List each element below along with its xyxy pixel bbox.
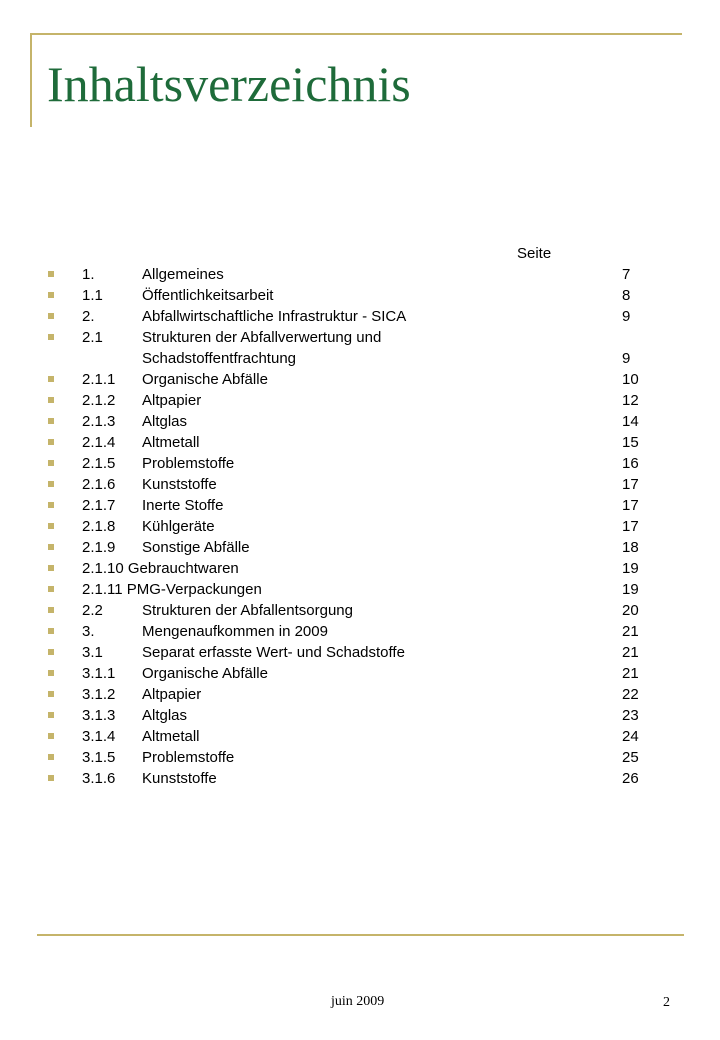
toc-label: Mengenaufkommen in 2009 (142, 623, 328, 640)
toc-page-number: 7 (622, 266, 631, 283)
toc-entry (0, 390, 720, 411)
toc-entry (0, 264, 720, 285)
toc-label: Inerte Stoffe (142, 497, 224, 514)
toc-label: Altglas (142, 413, 188, 430)
toc-page-number: 10 (622, 371, 639, 388)
toc-label: Altmetall (142, 434, 200, 451)
square-bullet-icon (48, 733, 54, 739)
toc-number: 2.1.7 (82, 497, 116, 514)
square-bullet-icon (48, 754, 54, 760)
toc-number: 2.1.2 (82, 392, 116, 409)
square-bullet-icon (48, 418, 54, 424)
square-bullet-icon (48, 334, 54, 340)
column-header-seite: Seite (517, 245, 552, 262)
frame-top-rule (30, 33, 682, 35)
toc-page-number: 19 (622, 581, 639, 598)
toc-entry (0, 537, 720, 558)
toc-page-number: 19 (622, 560, 639, 577)
toc-label: Kunststoffe (142, 476, 217, 493)
square-bullet-icon (48, 544, 54, 550)
toc-label: Altglas (142, 707, 188, 724)
toc-number: 2.1.8 (82, 518, 116, 535)
toc-entry (0, 768, 720, 789)
toc-page-number: 9 (622, 350, 631, 367)
toc-label: 2.1.10 Gebrauchtwaren (82, 560, 239, 577)
square-bullet-icon (48, 649, 54, 655)
toc-number: 3.1.3 (82, 707, 116, 724)
toc-entry (0, 348, 720, 369)
toc-number: 3.1.4 (82, 728, 116, 745)
toc-number: 2.1.9 (82, 539, 116, 556)
toc-page-number: 14 (622, 413, 639, 430)
toc-entry (0, 495, 720, 516)
toc-page-number: 17 (622, 497, 639, 514)
toc-page-number: 20 (622, 602, 639, 619)
toc-label: Problemstoffe (142, 455, 235, 472)
toc-page-number: 24 (622, 728, 639, 745)
toc-number: 3.1.6 (82, 770, 116, 787)
footer-rule (37, 934, 684, 936)
toc-label: Organische Abfälle (142, 371, 268, 388)
square-bullet-icon (48, 775, 54, 781)
square-bullet-icon (48, 376, 54, 382)
square-bullet-icon (48, 607, 54, 613)
toc-number: 3.1.2 (82, 686, 116, 703)
toc-page-number: 25 (622, 749, 639, 766)
toc-entry (0, 411, 720, 432)
square-bullet-icon (48, 670, 54, 676)
toc-entry (0, 642, 720, 663)
toc-label: Strukturen der Abfallverwertung und (142, 329, 382, 346)
toc-number: 2.1 (82, 329, 103, 346)
toc-label: Sonstige Abfälle (142, 539, 250, 556)
toc-entry (0, 432, 720, 453)
toc-number: 1.1 (82, 287, 103, 304)
toc-page-number: 16 (622, 455, 639, 472)
toc-number: 3. (82, 623, 95, 640)
square-bullet-icon (48, 439, 54, 445)
toc-label: Abfallwirtschaftliche Infrastruktur - SICA (142, 308, 407, 325)
toc-page-number: 15 (622, 434, 639, 451)
table-of-contents (0, 264, 720, 789)
toc-page-number: 9 (622, 308, 631, 325)
toc-entry (0, 600, 720, 621)
toc-entry (0, 306, 720, 327)
toc-number: 3.1.5 (82, 749, 116, 766)
toc-label: Problemstoffe (142, 749, 235, 766)
frame-left-rule (30, 33, 32, 127)
square-bullet-icon (48, 502, 54, 508)
toc-label: Allgemeines (142, 266, 224, 283)
toc-page-number: 12 (622, 392, 639, 409)
toc-page-number: 21 (622, 665, 639, 682)
square-bullet-icon (48, 523, 54, 529)
toc-entry (0, 474, 720, 495)
square-bullet-icon (48, 586, 54, 592)
toc-label: Kühlgeräte (142, 518, 215, 535)
square-bullet-icon (48, 712, 54, 718)
toc-entry (0, 726, 720, 747)
toc-page-number: 17 (622, 476, 639, 493)
toc-entry (0, 369, 720, 390)
toc-entry (0, 327, 720, 348)
toc-label: Altpapier (142, 686, 202, 703)
toc-page-number: 18 (622, 539, 639, 556)
toc-number: 3.1 (82, 644, 103, 661)
toc-page-number: 8 (622, 287, 631, 304)
toc-page-number: 22 (622, 686, 639, 703)
square-bullet-icon (48, 292, 54, 298)
toc-entry (0, 621, 720, 642)
footer-date: juin 2009 (331, 994, 385, 1009)
toc-label: Separat erfasste Wert- und Schadstoffe (142, 644, 405, 661)
toc-page-number: 21 (622, 623, 639, 640)
toc-label: Altpapier (142, 392, 202, 409)
toc-number: 3.1.1 (82, 665, 116, 682)
toc-entry (0, 747, 720, 768)
toc-number: 2.1.4 (82, 434, 116, 451)
toc-entry (0, 579, 720, 600)
page-title: Inhaltsverzeichnis (47, 56, 411, 112)
toc-page-number: 26 (622, 770, 639, 787)
toc-entry (0, 684, 720, 705)
toc-page-number: 17 (622, 518, 639, 535)
toc-entry (0, 705, 720, 726)
toc-number: 2.1.6 (82, 476, 116, 493)
toc-label: Kunststoffe (142, 770, 217, 787)
toc-number: 1. (82, 266, 95, 283)
toc-number: 2. (82, 308, 95, 325)
toc-number: 2.2 (82, 602, 103, 619)
toc-label: 2.1.11 PMG-Verpackungen (82, 581, 262, 598)
square-bullet-icon (48, 691, 54, 697)
toc-number: 2.1.3 (82, 413, 116, 430)
square-bullet-icon (48, 271, 54, 277)
toc-label: Organische Abfälle (142, 665, 268, 682)
toc-label: Strukturen der Abfallentsorgung (142, 602, 353, 619)
square-bullet-icon (48, 313, 54, 319)
page-number: 2 (663, 995, 670, 1010)
toc-entry (0, 516, 720, 537)
toc-entry (0, 663, 720, 684)
square-bullet-icon (48, 397, 54, 403)
toc-entry (0, 558, 720, 579)
square-bullet-icon (48, 628, 54, 634)
toc-entry (0, 285, 720, 306)
toc-label: Schadstoffentfrachtung (142, 350, 296, 367)
square-bullet-icon (48, 565, 54, 571)
toc-label: Öffentlichkeitsarbeit (142, 287, 274, 304)
toc-number: 2.1.5 (82, 455, 116, 472)
square-bullet-icon (48, 460, 54, 466)
toc-entry (0, 453, 720, 474)
toc-page-number: 23 (622, 707, 639, 724)
toc-number: 2.1.1 (82, 371, 116, 388)
toc-page-number: 21 (622, 644, 639, 661)
toc-label: Altmetall (142, 728, 200, 745)
square-bullet-icon (48, 481, 54, 487)
